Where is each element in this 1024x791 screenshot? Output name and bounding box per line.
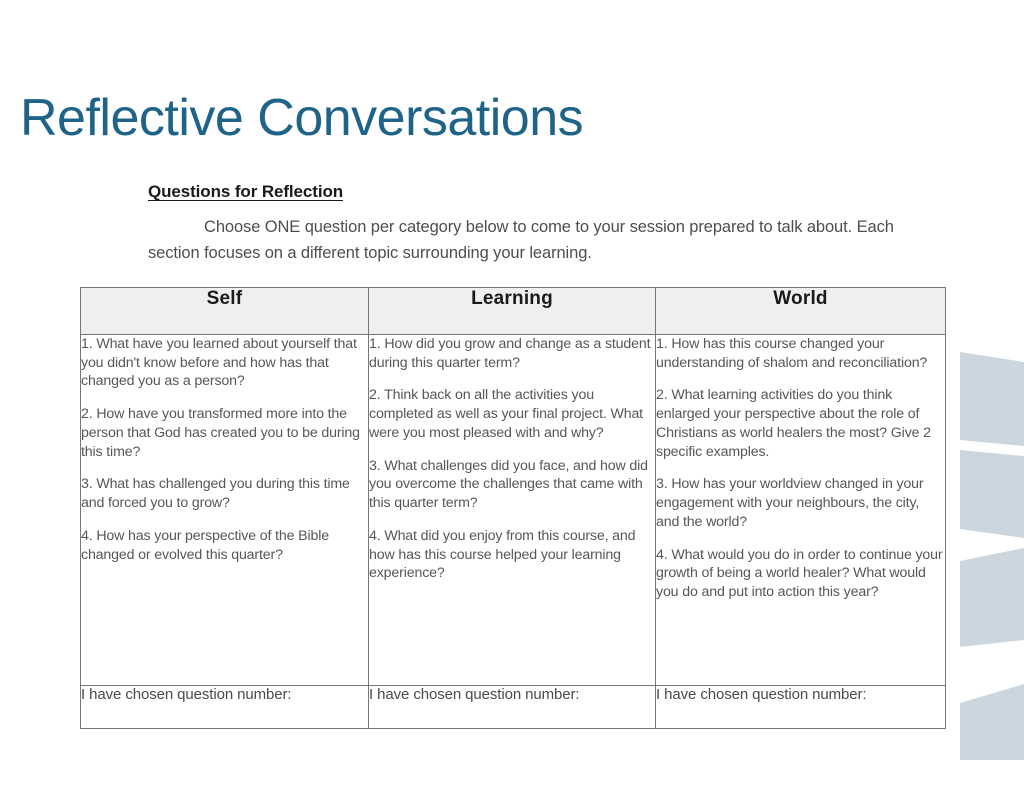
answer-label: I have chosen question number: <box>656 686 867 703</box>
answer-cell-self[interactable] <box>81 686 369 729</box>
page-title: Reflective Conversations <box>20 89 584 147</box>
decor-shape-2 <box>960 450 1024 538</box>
questions-cell-self <box>81 335 369 686</box>
table-header-row <box>81 288 946 335</box>
answer-label: I have chosen question number: <box>369 686 580 703</box>
reflection-table <box>80 287 946 729</box>
question-item: 3. What has challenged you during this time and forced you to grow? <box>81 476 350 512</box>
table-questions-row <box>81 335 946 686</box>
question-item: 4. What did you enjoy from this course, and how has this course helped your learning experience? <box>369 527 636 582</box>
answer-cell-world[interactable] <box>656 686 946 729</box>
decorative-shapes <box>944 0 1024 791</box>
question-item: 4. How has your perspective of the Bible changed or evolved this quarter? <box>81 527 329 563</box>
intro-paragraph: Choose ONE question per category below to come to your session prepared to talk about. Each section focuses on a different topic surrounding your learning. <box>148 218 894 263</box>
question-item: 2. What learning activities do you think enlarged your perspective about the role of Christians as world healers the most? Give 2 specific examples. <box>656 387 931 460</box>
column-header-self: Self <box>81 288 369 335</box>
decor-shape-1 <box>960 352 1024 446</box>
question-item: 2. How have you transformed more into the person that God has created you to be during this time? <box>81 406 360 460</box>
intro-heading: Questions for Reflection <box>148 182 344 201</box>
column-header-learning: Learning <box>369 288 656 335</box>
decor-shape-3 <box>960 548 1024 647</box>
questions-cell-world <box>656 335 946 686</box>
answer-cell-learning[interactable] <box>369 686 656 729</box>
question-item: 3. What challenges did you face, and how did you overcome the challenges that came with this quarter term? <box>369 457 648 512</box>
answer-label: I have chosen question number: <box>81 686 292 703</box>
column-header-world: World <box>656 288 946 335</box>
question-item: 2. Think back on all the activities you completed as well as your final project. What were you most pleased with and why? <box>369 387 643 441</box>
question-item: 1. How did you grow and change as a student during this quarter term? <box>369 336 651 371</box>
question-item: 1. How has this course changed your understanding of shalom and reconciliation? <box>656 336 928 371</box>
intro-block <box>148 182 908 267</box>
question-item: 1. What have you learned about yourself that you didn't know before and how has that changed you as a person? <box>81 336 357 390</box>
decor-shape-4 <box>960 684 1024 760</box>
questions-cell-learning <box>369 335 656 686</box>
question-item: 3. How has your worldview changed in your engagement with your neighbours, the city, and the world? <box>656 476 924 530</box>
table-answer-row <box>81 686 946 729</box>
question-item: 4. What would you do in order to continue your growth of being a world healer? What would you do and put into action this year? <box>656 546 943 601</box>
